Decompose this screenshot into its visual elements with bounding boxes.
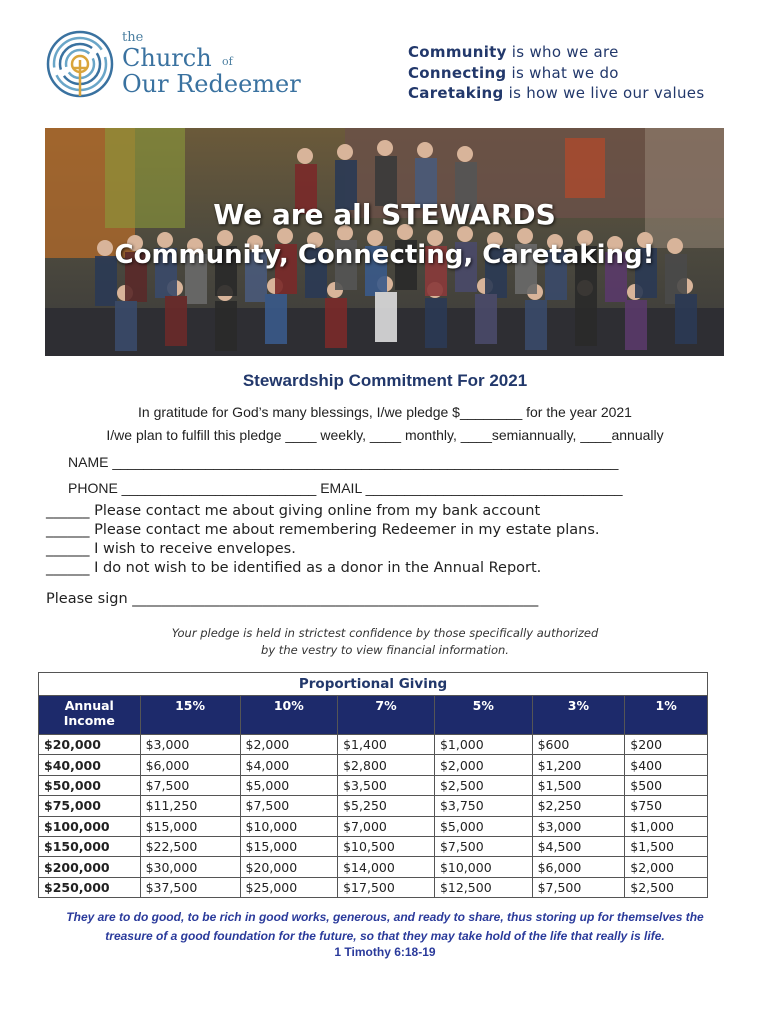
logo-text-the: the — [122, 30, 144, 45]
amount-cell: $2,250 — [532, 796, 625, 816]
tagline-text: is how we live our values — [503, 84, 705, 102]
amount-cell: $5,000 — [240, 775, 338, 795]
verse-reference: 1 Timothy 6:18-19 — [334, 945, 436, 959]
amount-cell: $25,000 — [240, 877, 338, 897]
table-header-row — [39, 696, 708, 735]
table-row — [39, 836, 708, 856]
amount-cell: $4,000 — [240, 755, 338, 775]
income-cell: $40,000 — [39, 755, 141, 775]
amount-cell: $2,000 — [625, 857, 708, 877]
income-cell: $200,000 — [39, 857, 141, 877]
table-body — [39, 735, 708, 898]
amount-cell: $6,000 — [140, 755, 240, 775]
amount-cell: $3,500 — [338, 775, 435, 795]
amount-cell: $5,000 — [434, 816, 532, 836]
amount-cell: $14,000 — [338, 857, 435, 877]
amount-cell: $15,000 — [240, 836, 338, 856]
tagline-line — [408, 63, 704, 84]
amount-cell: $1,000 — [625, 816, 708, 836]
group-photo — [45, 128, 724, 356]
photo-title-line2: Community, Connecting, Caretaking! — [114, 240, 655, 270]
option-anonymous[interactable]: ______ I do not wish to be identified as a donor in the Annual Report. — [46, 560, 542, 576]
amount-cell: $2,000 — [240, 735, 338, 755]
income-cell: $150,000 — [39, 836, 141, 856]
table-row — [39, 735, 708, 755]
tagline-text: is who we are — [506, 43, 619, 61]
header-percent: 10% — [240, 696, 338, 735]
income-cell: $50,000 — [39, 775, 141, 795]
scripture-verse — [0, 908, 770, 946]
header-percent: 1% — [625, 696, 708, 735]
header-percent: 7% — [338, 696, 435, 735]
amount-cell: $30,000 — [140, 857, 240, 877]
table-row — [39, 775, 708, 795]
amount-cell: $10,000 — [240, 816, 338, 836]
amount-cell: $3,000 — [140, 735, 240, 755]
form-title: Stewardship Commitment For 2021 — [242, 371, 528, 390]
amount-cell: $20,000 — [240, 857, 338, 877]
amount-cell: $1,000 — [434, 735, 532, 755]
tagline-line — [408, 42, 704, 63]
tagline-keyword: Community — [408, 43, 507, 61]
header-percent: 5% — [434, 696, 532, 735]
tagline-text: is what we do — [506, 63, 619, 82]
verse-line: They are to do good, to be rich in good works, generous, and ready to share, thus storing up for themselves the — [66, 910, 704, 924]
amount-cell: $750 — [625, 796, 708, 816]
phone-email-field[interactable]: PHONE _________________________ EMAIL _________________________________ — [68, 480, 623, 496]
amount-cell: $7,000 — [338, 816, 435, 836]
amount-cell: $500 — [625, 775, 708, 795]
amount-cell: $6,000 — [532, 857, 625, 877]
tagline — [408, 42, 704, 104]
confidentiality-note — [0, 625, 770, 659]
logo-text-of: of — [222, 55, 233, 68]
confidentiality-line: by the vestry to view financial information. — [261, 643, 509, 657]
header-percent: 15% — [140, 696, 240, 735]
amount-cell: $2,800 — [338, 755, 435, 775]
amount-cell: $7,500 — [434, 836, 532, 856]
amount-cell: $1,500 — [625, 836, 708, 856]
tagline-keyword: Connecting — [408, 63, 507, 82]
amount-cell: $22,500 — [140, 836, 240, 856]
amount-cell: $1,500 — [532, 775, 625, 795]
proportional-giving-table — [38, 672, 708, 898]
pledge-amount-line[interactable]: In gratitude for God’s many blessings, I/we pledge $________ for the year 2021 — [138, 404, 632, 420]
amount-cell: $2,500 — [434, 775, 532, 795]
amount-cell: $5,250 — [338, 796, 435, 816]
amount-cell: $15,000 — [140, 816, 240, 836]
amount-cell: $12,500 — [434, 877, 532, 897]
table-row — [39, 796, 708, 816]
amount-cell: $7,500 — [140, 775, 240, 795]
amount-cell: $2,000 — [434, 755, 532, 775]
amount-cell: $600 — [532, 735, 625, 755]
option-estate-plans[interactable]: ______ Please contact me about remembering Redeemer in my estate plans. — [46, 522, 600, 538]
name-field[interactable]: NAME _________________________________________________________________ — [68, 454, 619, 470]
amount-cell: $7,500 — [532, 877, 625, 897]
amount-cell: $3,750 — [434, 796, 532, 816]
table-row — [39, 816, 708, 836]
table-row — [39, 755, 708, 775]
amount-cell: $10,000 — [434, 857, 532, 877]
pledge-frequency-line[interactable]: I/we plan to fulfill this pledge ____ weekly, ____ monthly, ____semiannually, ____annually — [106, 427, 664, 443]
logo-text-redeemer: Our Redeemer — [122, 70, 301, 98]
verse-line: treasure of a good foundation for the future, so that they may take hold of the life that really is life. — [105, 929, 665, 943]
amount-cell: $1,200 — [532, 755, 625, 775]
tagline-keyword: Caretaking — [408, 84, 504, 102]
amount-cell: $17,500 — [338, 877, 435, 897]
income-cell: $75,000 — [39, 796, 141, 816]
option-envelopes[interactable]: ______ I wish to receive envelopes. — [46, 541, 296, 557]
amount-cell: $7,500 — [240, 796, 338, 816]
header-annual-income: Annual Income — [39, 696, 141, 735]
table-caption: Proportional Giving — [39, 673, 708, 696]
amount-cell: $2,500 — [625, 877, 708, 897]
photo-title-line1: We are all STEWARDS — [213, 198, 556, 231]
amount-cell: $200 — [625, 735, 708, 755]
tagline-line — [408, 83, 704, 104]
income-cell: $20,000 — [39, 735, 141, 755]
income-cell: $100,000 — [39, 816, 141, 836]
table-row — [39, 857, 708, 877]
amount-cell: $10,500 — [338, 836, 435, 856]
header-percent: 3% — [532, 696, 625, 735]
labyrinth-logo-icon — [46, 30, 114, 98]
table-row — [39, 877, 708, 897]
amount-cell: $400 — [625, 755, 708, 775]
amount-cell: $1,400 — [338, 735, 435, 755]
logo-text-church: Church — [122, 44, 212, 72]
amount-cell: $11,250 — [140, 796, 240, 816]
confidentiality-line: Your pledge is held in strictest confidence by those specifically authorized — [171, 626, 599, 640]
signature-field[interactable]: Please sign ________________________________________________________ — [46, 591, 539, 607]
amount-cell: $4,500 — [532, 836, 625, 856]
option-online-giving[interactable]: ______ Please contact me about giving online from my bank account — [46, 503, 541, 519]
amount-cell: $37,500 — [140, 877, 240, 897]
income-cell: $250,000 — [39, 877, 141, 897]
amount-cell: $3,000 — [532, 816, 625, 836]
